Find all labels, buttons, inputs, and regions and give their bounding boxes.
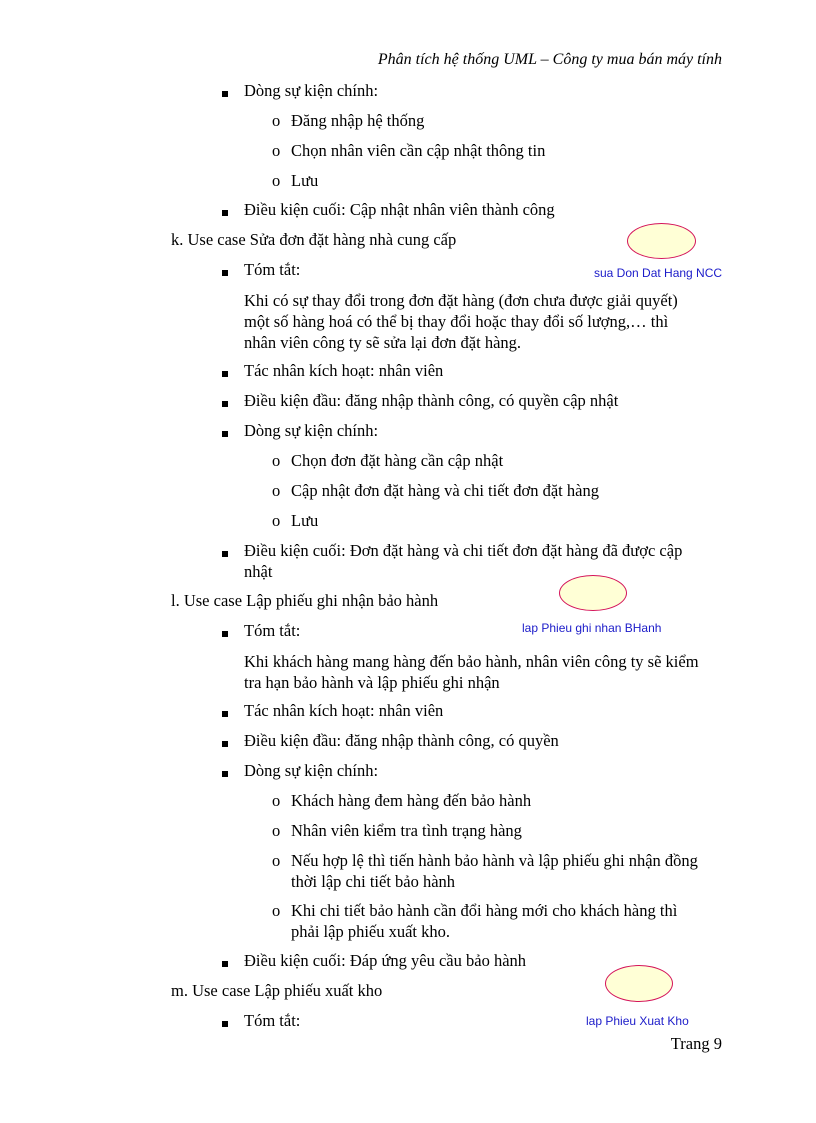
summary-line: một số hàng hoá có thể bị thay đổi hoặc thay đổi số lượng,… thì [244, 312, 669, 331]
page-header: Phân tích hệ thống UML – Công ty mua bán máy tính [377, 51, 722, 68]
step-item: Lưu [291, 171, 319, 190]
step-item: Chọn đơn đặt hàng cần cập nhật [291, 451, 504, 470]
bullet-square [222, 771, 228, 777]
usecase-label: lap Phieu Xuat Kho [586, 1014, 689, 1028]
bullet-square [222, 711, 228, 717]
main-flow-label: Dòng sự kiện chính: [244, 421, 379, 440]
summary-text [244, 290, 722, 353]
bullet-circle: o [272, 791, 281, 810]
postcondition-line: Điều kiện cuối: Đơn đặt hàng và chi tiết đơn đặt hàng đã được cập [244, 541, 683, 560]
bullet-circle: o [272, 821, 281, 840]
step-line: Khi chi tiết bảo hành cần đổi hàng mới cho khách hàng thì [291, 901, 678, 920]
summary-line: Khi khách hàng mang hàng đến bảo hành, nhân viên công ty sẽ kiểm [244, 652, 699, 671]
bullet-circle: o [272, 511, 281, 530]
precondition: Điều kiện đầu: đăng nhập thành công, có quyền cập nhật [244, 391, 619, 410]
section-heading: k. Use case Sửa đơn đặt hàng nhà cung cấp [171, 230, 457, 249]
step-item: Khách hàng đem hàng đến bảo hành [291, 791, 532, 810]
actor: Tác nhân kích hoạt: nhân viên [244, 701, 444, 720]
precondition: Điều kiện đầu: đăng nhập thành công, có quyền [244, 731, 559, 750]
postcondition: Điều kiện cuối: Đáp ứng yêu cầu bảo hành [244, 951, 527, 970]
bullet-circle: o [272, 481, 281, 500]
bullet-square [222, 1021, 228, 1027]
bullet-square [222, 91, 228, 97]
bullet-circle: o [272, 451, 281, 470]
usecase-oval [559, 575, 627, 611]
bullet-square [222, 631, 228, 637]
step-line: thời lập chi tiết bảo hành [291, 872, 456, 891]
step-item: Nhân viên kiểm tra tình trạng hàng [291, 821, 522, 840]
step-item: Cập nhật đơn đặt hàng và chi tiết đơn đặt hàng [291, 481, 599, 500]
postcondition [244, 540, 722, 582]
usecase-oval [627, 223, 696, 259]
summary-label: Tóm tắt: [244, 621, 301, 640]
section-heading: l. Use case Lập phiếu ghi nhận bảo hành [171, 591, 439, 610]
step-line: Nếu hợp lệ thì tiến hành bảo hành và lập phiếu ghi nhận đồng [291, 851, 698, 870]
postcondition-line: nhật [244, 562, 273, 581]
bullet-square [222, 431, 228, 437]
page-number: Trang 9 [670, 1034, 722, 1053]
main-flow-label: Dòng sự kiện chính: [244, 81, 379, 100]
bullet-circle: o [272, 171, 281, 190]
bullet-circle: o [272, 141, 281, 160]
usecase-label: sua Don Dat Hang NCC [594, 266, 723, 280]
actor: Tác nhân kích hoạt: nhân viên [244, 361, 444, 380]
section-heading: m. Use case Lập phiếu xuất kho [171, 981, 383, 1000]
postcondition: Điều kiện cuối: Cập nhật nhân viên thành công [244, 200, 555, 219]
bullet-square [222, 210, 228, 216]
step-item: Đăng nhập hệ thống [291, 111, 425, 130]
summary-line: Khi có sự thay đổi trong đơn đặt hàng (đơn chưa được giải quyết) [244, 291, 678, 310]
main-flow-label: Dòng sự kiện chính: [244, 761, 379, 780]
bullet-circle: o [272, 851, 281, 870]
summary-line: tra hạn bảo hành và lập phiếu ghi nhận [244, 673, 500, 692]
step-item: Lưu [291, 511, 319, 530]
step-item-multiline [291, 900, 722, 942]
summary-line: nhân viên công ty sẽ sửa lại đơn đặt hàng. [244, 333, 522, 352]
bullet-square [222, 371, 228, 377]
step-item: Chọn nhân viên cần cập nhật thông tin [291, 141, 546, 160]
bullet-square [222, 551, 228, 557]
bullet-square [222, 401, 228, 407]
bullet-square [222, 741, 228, 747]
summary-text [244, 651, 722, 693]
bullet-square [222, 961, 228, 967]
summary-label: Tóm tắt: [244, 1011, 301, 1030]
bullet-circle: o [272, 901, 281, 920]
step-line: phải lập phiếu xuất kho. [291, 922, 451, 941]
summary-label: Tóm tắt: [244, 260, 301, 279]
step-item-multiline [291, 850, 722, 892]
usecase-label: lap Phieu ghi nhan BHanh [522, 621, 662, 635]
usecase-oval [605, 965, 673, 1002]
bullet-square [222, 270, 228, 276]
bullet-circle: o [272, 111, 281, 130]
